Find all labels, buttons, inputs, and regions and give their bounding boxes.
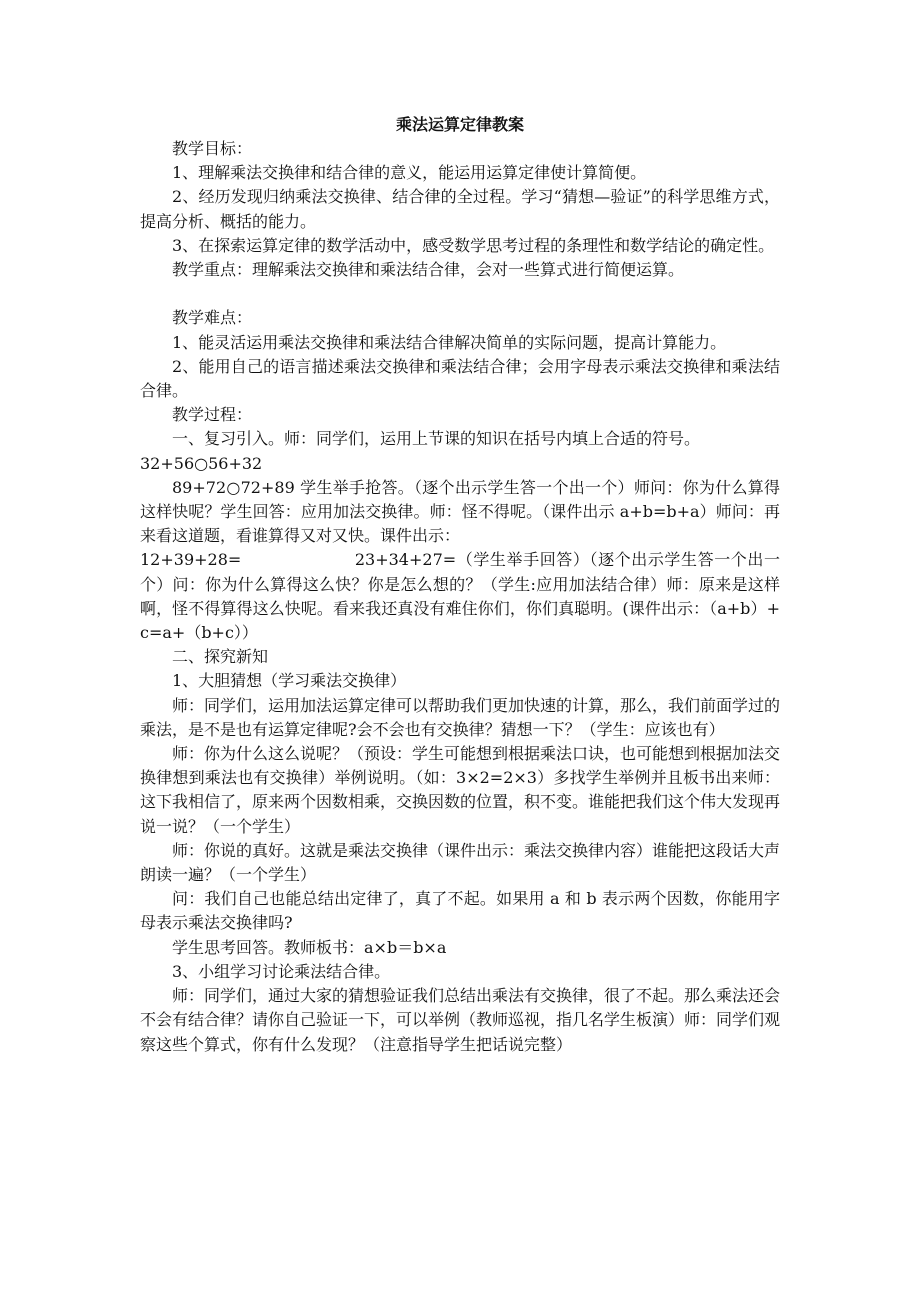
paragraph-key-points: 教学重点：理解乘法交换律和乘法结合律，会对一些算式进行简便运算。 xyxy=(172,260,685,280)
paragraph-section-2-heading: 二、探究新知 xyxy=(172,647,269,667)
paragraph-board-formula: 学生思考回答。教师板书：a×b＝b×a xyxy=(172,937,447,957)
paragraph-goal-2: 2、经历发现归纳乘法交换律、结合律的全过程。学习“猜想—验证”的科学思维方式，提高分析、概括的能力。 xyxy=(140,187,780,231)
paragraph-expression-1: 32+56○56+32 xyxy=(140,453,263,473)
paragraph-process-heading: 教学过程： xyxy=(172,405,253,425)
document-page xyxy=(140,113,780,1057)
paragraph-difficulties-heading: 教学难点： xyxy=(172,308,253,328)
paragraph-teacher-2: 师：你为什么这么说呢？（预设：学生可能想到根据乘法口诀，也可能想到根据加法交换律想到乘法也有交换律）举例说明。（如：3×2=2×3）多找学生举例并且板书出来师：这下我相信了，原来两个因数相乘，交换因数的位置，积不变。谁能把我们这个伟大发现再说一说？（一个学生） xyxy=(140,744,781,836)
paragraph-goal-1: 1、理解乘法交换律和结合律的意义，能运用运算定律使计算简便。 xyxy=(172,163,647,183)
paragraph-guess-heading: 1、大胆猜想（学习乘法交换律） xyxy=(172,671,407,691)
paragraph-difficulty-1: 1、能灵活运用乘法交换律和乘法结合律解决简单的实际问题，提高计算能力。 xyxy=(172,332,727,352)
paragraph-expression-2: 89+72○72+89 学生举手抢答。（逐个出示学生答一个出一个）师问：你为什么算得这样快呢？学生回答：应用加法交换律。师：怪不得呢。（课件出示 a+b=b+a）师问：再来看这道题，看谁算得又对又快。课件出示： xyxy=(140,477,780,546)
paragraph-teaching-goals-heading: 教学目标： xyxy=(172,139,253,158)
paragraph-expression-3: 12+39+28= 23+34+27=（学生举手回答）（逐个出示学生答一个出一个）问：你为什么算得这么快？你是怎么想的？（学生:应用加法结合律）师：原来是这样啊，怪不得算得这么快呢。看来我还真没有难住你们，你们真聪明。(课件出示：（a+b）+c=a+（b+c）） xyxy=(140,550,780,643)
blank-line xyxy=(140,282,780,306)
paragraph-teacher-1: 师：同学们，运用加法运算定律可以帮助我们更加快速的计算，那么，我们前面学过的乘法，是不是也有运算定律呢?会不会也有交换律？猜想一下？（学生：应该也有） xyxy=(140,695,781,739)
paragraph-question: 问：我们自己也能总结出定律了，真了不起。如果用 a 和 b 表示两个因数，你能用字母表示乘法交换律吗? xyxy=(140,889,780,933)
paragraph-group-study-heading: 3、小组学习讨论乘法结合律。 xyxy=(172,961,391,981)
paragraph-review-intro: 一、复习引入。师：同学们，运用上节课的知识在括号内填上合适的符号。 xyxy=(172,429,701,449)
paragraph-teacher-4: 师：同学们，通过大家的猜想验证我们总结出乘法有交换律，很了不起。那么乘法还会不会有结合律？请你自己验证一下，可以举例（教师巡视，指几名学生板演）师：同学们观察这些个算式，你有什么发现？（注意指导学生把话说完整） xyxy=(140,986,781,1054)
paragraph-goal-3: 3、在探索运算定律的数学活动中，感受数学思考过程的条理性和数学结论的确定性。 xyxy=(172,235,775,255)
document-title: 乘法运算定律教案 xyxy=(395,115,524,134)
paragraph-teacher-3: 师：你说的真好。这就是乘法交换律（课件出示：乘法交换律内容）谁能把这段话大声朗读一遍？（一个学生） xyxy=(140,840,781,885)
paragraph-difficulty-2: 2、能用自己的语言描述乘法交换律和乘法结合律；会用字母表示乘法交换律和乘法结合律。 xyxy=(140,356,780,401)
